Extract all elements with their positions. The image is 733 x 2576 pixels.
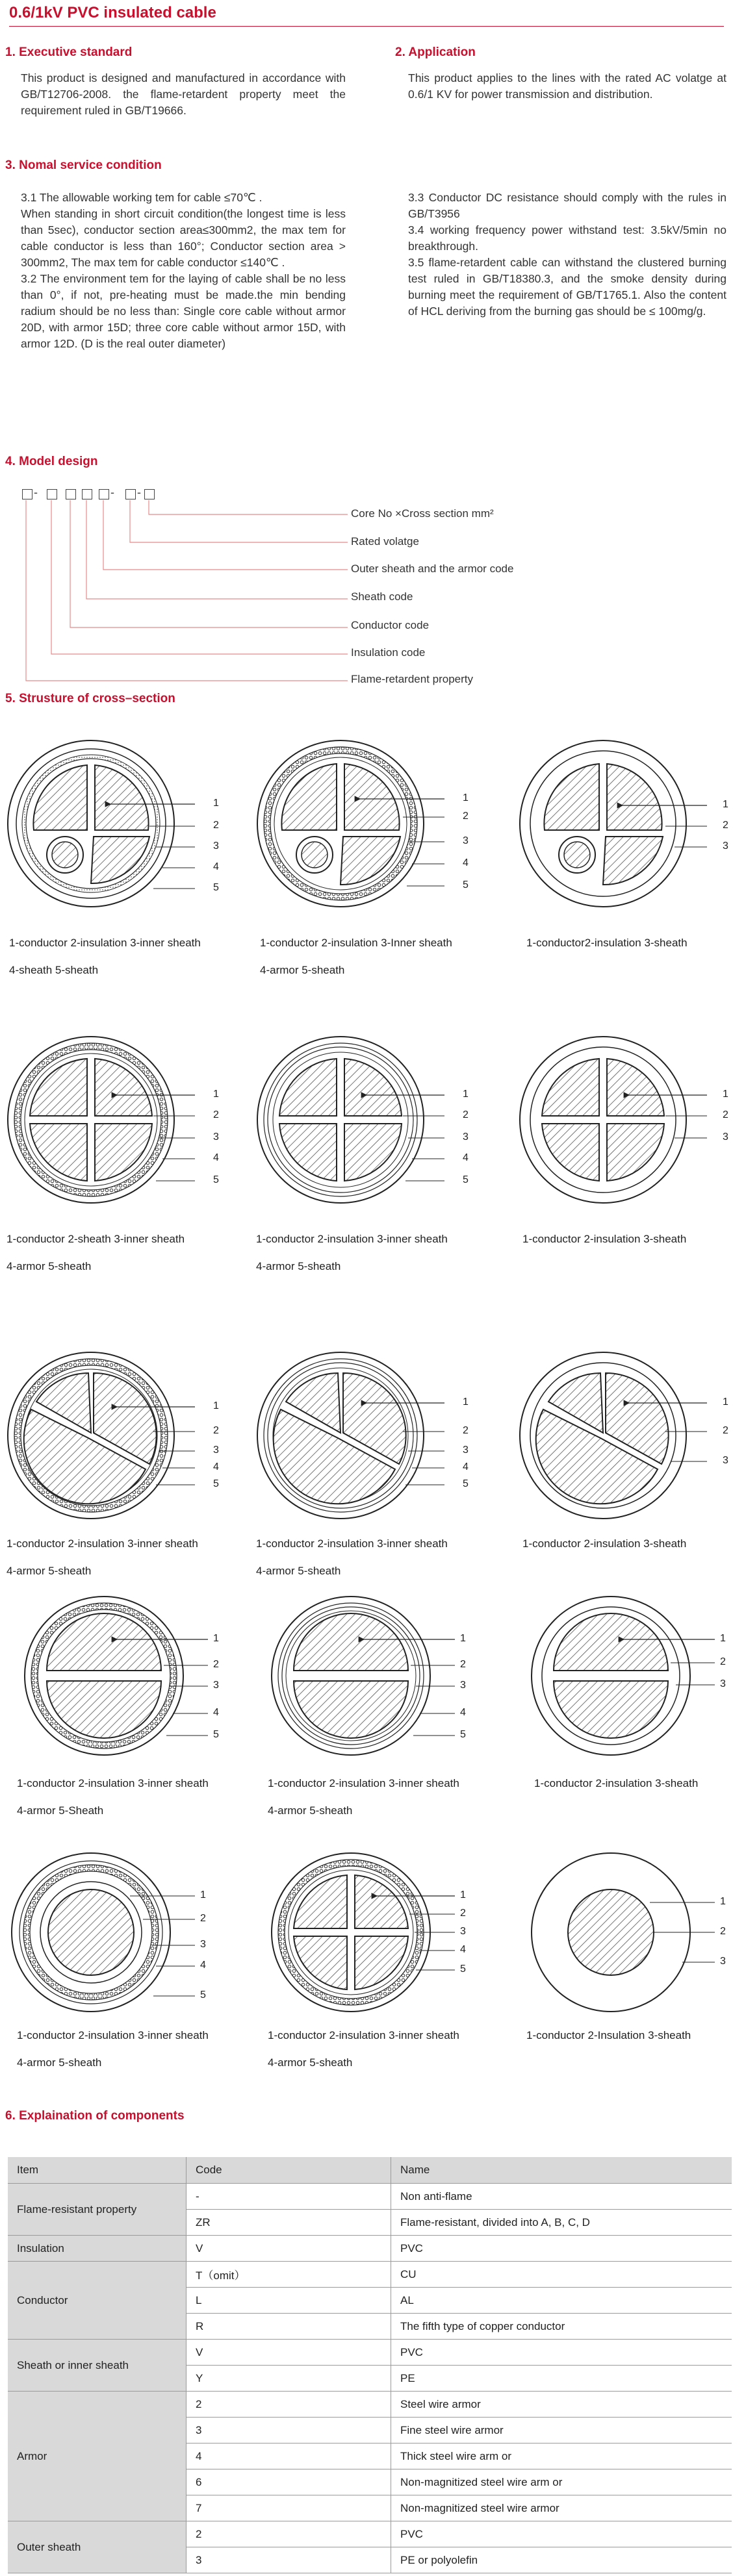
callout-4: 4: [460, 1944, 466, 1955]
callout-2: 2: [460, 1659, 466, 1670]
callout-3: 3: [723, 1131, 728, 1143]
diagram-caption: 1-conductor 2-Insulation 3-sheath: [526, 2029, 691, 2041]
table-row: [8, 2392, 732, 2418]
callout-3: 3: [463, 835, 469, 846]
callout-5: 5: [213, 1478, 219, 1489]
name-cell: PE or polyolefin: [391, 2547, 732, 2573]
callout-3: 3: [213, 1131, 219, 1143]
callout-2: 2: [463, 1109, 469, 1120]
diagram-caption: 1-conductor 2-insulation 3-Inner sheath 4-armor 5-sheath: [260, 937, 452, 976]
callout-2: 2: [723, 820, 728, 831]
application-text: This product applies to the lines with the rated AC volatge at 0.6/1 KV for power transmission and distribution.: [408, 71, 727, 101]
diagram-11: [272, 1597, 455, 1755]
table-row: [8, 2521, 732, 2547]
diagram-1: [8, 740, 195, 907]
model-dash: -: [137, 486, 141, 499]
model-label-flame: Flame-retardent property: [351, 673, 474, 685]
callout-4: 4: [213, 1461, 219, 1472]
diagram-caption: 1-conductor 2-insulation 3-inner sheath 4-armor 5-sheath: [17, 2029, 209, 2069]
service-heading: 3. Nomal service condition: [5, 158, 162, 172]
page-title: 0.6/1kV PVC insulated cable: [9, 4, 216, 21]
callout-4: 4: [463, 1461, 469, 1472]
callout-3: 3: [720, 1956, 726, 1967]
callout-1: 1: [463, 1396, 469, 1408]
callout-1: 1: [213, 1089, 219, 1100]
model-dash: -: [34, 486, 38, 499]
code-cell: 2: [186, 2392, 391, 2418]
model-label-conductor: Conductor code: [351, 619, 430, 631]
diagram-4: [8, 1037, 195, 1203]
callout-2: 2: [213, 1425, 219, 1436]
diagram-9: [520, 1352, 707, 1519]
diagram-caption: 1-conductor2-insulation 3-sheath: [526, 937, 688, 949]
callout-2: 2: [720, 1926, 726, 1937]
callout-1: 1: [213, 1400, 219, 1411]
diagram-2: [257, 740, 444, 907]
callout-4: 4: [463, 857, 469, 868]
diagram-caption: 1-conductor 2-insulation 3-inner sheath 4-armor 5-sheath: [268, 1777, 459, 1817]
diagram-15: [532, 1853, 715, 2012]
callout-3: 3: [723, 840, 728, 852]
item-cell: Flame-resistant property: [8, 2184, 186, 2236]
callout-2: 2: [213, 820, 219, 831]
diagram-caption: 1-conductor 2-insulation 3-inner sheath 4-armor 5-sheath: [256, 1537, 448, 1577]
callout-3: 3: [213, 840, 219, 852]
service-left-text: 3.1 The allowable working tem for cable ≤70℃ . When standing in short circuit condition(the longest time is less than 5sec), conductor section area≤300mm2, the max tem for cable conductor is less than 160°; Conductor section area > 300mm2, The max tem for cable conductor ≤140℃ . 3.2 The environment tem for the laying of cable shall be no less than 0°, if not, pre-heating must be made.the min bending radium should be no less than: Single core cable without armor 20D, with armor 15D; three core cable without armor 15D, with armor 12D. (D is the real outer diameter): [21, 191, 346, 350]
model-label-core: Core No ×Cross section mm²: [351, 507, 494, 520]
callout-5: 5: [463, 879, 469, 890]
callout-5: 5: [463, 1478, 469, 1489]
callout-2: 2: [720, 1656, 726, 1667]
callout-2: 2: [213, 1109, 219, 1120]
item-cell: Armor: [8, 2392, 186, 2521]
name-cell: Non-magnitized steel wire armor: [391, 2495, 732, 2521]
code-cell: ZR: [186, 2210, 391, 2236]
callout-2: 2: [723, 1109, 728, 1120]
model-label-voltage: Rated volatge: [351, 535, 419, 548]
diagram-caption: 1-conductor 2-insulation 3-inner sheath 4-sheath 5-sheath: [9, 937, 201, 976]
diagram-caption: 1-conductor 2-sheath 3-inner sheath 4-armor 5-sheath: [6, 1233, 185, 1272]
components-heading: 6. Explaination of components: [5, 2109, 185, 2123]
name-cell: PVC: [391, 2236, 732, 2262]
model-label-insulation: Insulation code: [351, 646, 426, 659]
callout-3: 3: [460, 1680, 466, 1691]
code-cell: T（omit）: [186, 2262, 391, 2288]
code-cell: -: [186, 2184, 391, 2210]
item-cell: Insulation: [8, 2236, 186, 2262]
callout-4: 4: [213, 1152, 219, 1163]
code-cell: V: [186, 2340, 391, 2366]
callout-4: 4: [460, 1707, 466, 1718]
callout-1: 1: [723, 1396, 728, 1408]
callout-1: 1: [463, 792, 469, 803]
name-cell: Thick steel wire arm or: [391, 2443, 732, 2469]
diagram-caption: 1-conductor 2-insulation 3-inner sheath 4-armor 5-sheath: [6, 1537, 198, 1577]
table-row: [8, 2340, 732, 2366]
table-row: [8, 2236, 732, 2262]
code-cell: Y: [186, 2366, 391, 2392]
name-cell: The fifth type of copper conductor: [391, 2314, 732, 2340]
model-heading: 4. Model design: [5, 455, 98, 468]
diagram-caption: 1-conductor 2-insulation 3-inner sheath 4-armor 5-Sheath: [17, 1777, 209, 1817]
code-cell: 4: [186, 2443, 391, 2469]
callout-2: 2: [200, 1913, 206, 1924]
callout-1: 1: [723, 799, 728, 810]
components-table: [8, 2157, 732, 2573]
code-cell: 7: [186, 2495, 391, 2521]
service-right-text: 3.3 Conductor DC resistance should comply with the rules in GB/T3956 3.4 working frequency power withstand test: 3.5kV/5min no breakthrough. 3.5 flame-retardent cable can withstand the clustered burning test ruled in GB/T18380.3, and the smoke density during burning meet the requirement of GB/T1765.1. Also the content of HCL deriving from the burning gas should be ≤ 100mg/g.: [408, 191, 727, 318]
model-dash: -: [110, 486, 114, 499]
callout-2: 2: [213, 1659, 219, 1670]
diagram-8: [257, 1352, 444, 1519]
callout-3: 3: [463, 1131, 469, 1143]
diagram-5: [257, 1037, 444, 1203]
callout-3: 3: [720, 1678, 726, 1689]
code-cell: 3: [186, 2418, 391, 2443]
callout-2: 2: [463, 811, 469, 822]
code-cell: 6: [186, 2469, 391, 2495]
code-cell: 2: [186, 2521, 391, 2547]
callout-3: 3: [460, 1926, 466, 1937]
callout-1: 1: [213, 798, 219, 809]
diagram-caption: 1-conductor 2-insulation 3-sheath: [522, 1537, 687, 1550]
callout-3: 3: [723, 1455, 728, 1466]
callout-5: 5: [460, 1729, 466, 1740]
diagram-3: [520, 740, 707, 907]
callout-5: 5: [213, 882, 219, 893]
callout-3: 3: [213, 1680, 219, 1691]
callout-1: 1: [200, 1889, 206, 1900]
name-cell: CU: [391, 2262, 732, 2288]
executive-text: This product is designed and manufactured in accordance with GB/T12706-2008. the flame-retardent property meet the requirement ruled in GB/T19666.: [21, 71, 346, 117]
header-name: Name: [391, 2157, 732, 2184]
diagram-caption: 1-conductor 2-insulation 3-sheath: [522, 1233, 687, 1245]
name-cell: PE: [391, 2366, 732, 2392]
table-row: [8, 2184, 732, 2210]
table-header-row: [8, 2157, 732, 2184]
diagram-14: [272, 1853, 455, 2012]
model-label-sheath: Sheath code: [351, 590, 413, 603]
callout-2: 2: [723, 1425, 728, 1436]
callout-4: 4: [200, 1960, 206, 1971]
item-cell: Outer sheath: [8, 2521, 186, 2573]
name-cell: Non anti-flame: [391, 2184, 732, 2210]
item-cell: Conductor: [8, 2262, 186, 2340]
name-cell: Steel wire armor: [391, 2392, 732, 2418]
diagram-12: [532, 1597, 715, 1755]
callout-4: 4: [213, 861, 219, 872]
item-cell: Sheath or inner sheath: [8, 2340, 186, 2392]
diagram-caption: 1-conductor 2-insulation 3-sheath: [534, 1777, 699, 1789]
name-cell: AL: [391, 2288, 732, 2314]
callout-1: 1: [723, 1089, 728, 1100]
callout-2: 2: [460, 1908, 466, 1919]
callout-1: 1: [460, 1633, 466, 1644]
code-cell: R: [186, 2314, 391, 2340]
table-row: [8, 2262, 732, 2288]
callout-5: 5: [460, 1964, 466, 1975]
code-cell: 3: [186, 2547, 391, 2573]
diagram-13: [12, 1853, 195, 2012]
executive-heading: 1. Executive standard: [5, 45, 133, 59]
callout-1: 1: [213, 1633, 219, 1644]
name-cell: Non-magnitized steel wire arm or: [391, 2469, 732, 2495]
callout-3: 3: [463, 1445, 469, 1456]
model-label-outer-sheath: Outer sheath and the armor code: [351, 562, 514, 575]
name-cell: Fine steel wire armor: [391, 2418, 732, 2443]
callout-5: 5: [213, 1174, 219, 1185]
callout-5: 5: [463, 1174, 469, 1185]
callout-1: 1: [463, 1089, 469, 1100]
diagram-caption: 1-conductor 2-insulation 3-inner sheath 4-armor 5-sheath: [256, 1233, 448, 1272]
callout-3: 3: [200, 1939, 206, 1950]
diagram-7: [8, 1352, 195, 1519]
callout-5: 5: [213, 1729, 219, 1740]
callout-2: 2: [463, 1425, 469, 1436]
diagram-10: [25, 1597, 208, 1755]
code-cell: L: [186, 2288, 391, 2314]
callout-1: 1: [460, 1889, 466, 1900]
callout-1: 1: [720, 1896, 726, 1907]
header-code: Code: [186, 2157, 391, 2184]
diagram-6: [520, 1037, 707, 1203]
callout-5: 5: [200, 1989, 206, 2001]
callout-3: 3: [213, 1445, 219, 1456]
callout-4: 4: [463, 1152, 469, 1163]
callout-4: 4: [213, 1707, 219, 1718]
name-cell: PVC: [391, 2521, 732, 2547]
structure-heading: 5. Strusture of cross–section: [5, 692, 175, 705]
code-cell: V: [186, 2236, 391, 2262]
name-cell: PVC: [391, 2340, 732, 2366]
header-item: Item: [8, 2157, 186, 2184]
diagram-caption: 1-conductor 2-insulation 3-inner sheath 4-armor 5-sheath: [268, 2029, 459, 2069]
callout-1: 1: [720, 1633, 726, 1644]
application-heading: 2. Application: [395, 45, 476, 59]
name-cell: Flame-resistant, divided into A, B, C, D: [391, 2210, 732, 2236]
